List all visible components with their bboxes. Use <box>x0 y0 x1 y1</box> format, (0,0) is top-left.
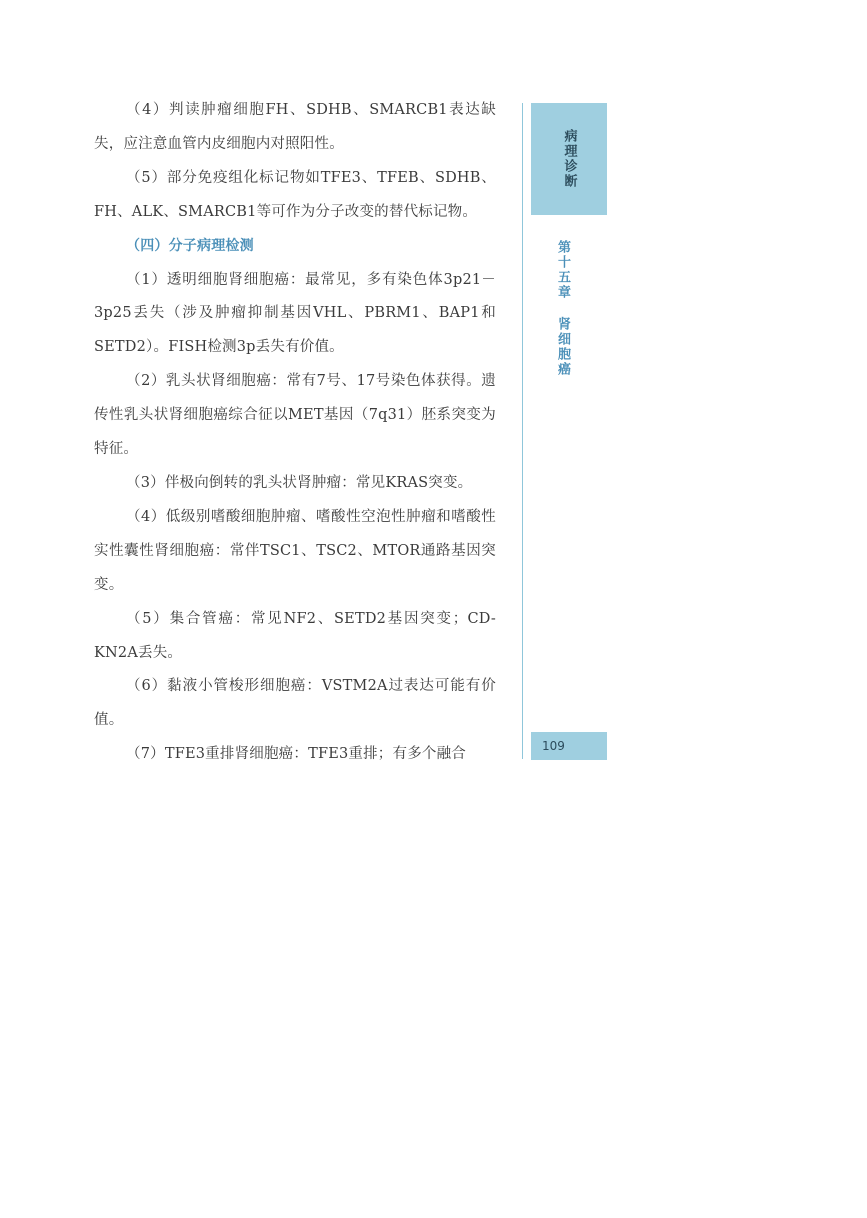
paragraph-8: （6）黏液小管梭形细胞癌：VSTM2A过表达可能有价值。 <box>94 678 496 729</box>
page-number-text: 109 <box>542 739 565 753</box>
section-tab <box>531 103 607 215</box>
body-text <box>94 94 496 772</box>
paragraph-5: （3）伴极向倒转的乳头状肾肿瘤：常见KRAS突变。 <box>126 474 473 491</box>
section-heading: （四）分子病理检测 <box>126 237 254 254</box>
paragraph-6: （4）低级别嗜酸细胞肿瘤、嗜酸性空泡性肿瘤和嗜酸性实性囊性肾细胞癌：常伴TSC1、TSC2、MTOR通路基因突变。 <box>94 508 496 593</box>
paragraph-3: （1）透明细胞肾细胞癌：最常见，多有染色体3p21－3p25丢失（涉及肿瘤抑制基因VHL、PBRM1、BAP1和SETD2）。FISH检测3p丢失有价值。 <box>94 271 496 356</box>
chapter-label: 第十五章 肾细胞癌 <box>555 240 570 377</box>
section-tab-label: 病理诊断 <box>561 129 577 189</box>
paragraph-1: （4）判读肿瘤细胞FH、SDHB、SMARCB1表达缺失，应注意血管内皮细胞内对照阳性。 <box>94 102 496 152</box>
paragraph-7: （5）集合管癌：常见NF2、SETD2基因突变；CD-KN2A丢失。 <box>94 610 496 661</box>
margin-divider <box>522 103 523 759</box>
page-number <box>531 732 607 760</box>
paragraph-4: （2）乳头状肾细胞癌：常有7号、17号染色体获得。遗传性乳头状肾细胞癌综合征以MET基因（7q31）胚系突变为特征。 <box>94 373 496 458</box>
paragraph-9: （7）TFE3重排肾细胞癌：TFE3重排；有多个融合 <box>126 746 467 763</box>
paragraph-2: （5）部分免疫组化标记物如TFE3、TFEB、SDHB、FH、ALK、SMARCB1等可作为分子改变的替代标记物。 <box>94 169 496 220</box>
